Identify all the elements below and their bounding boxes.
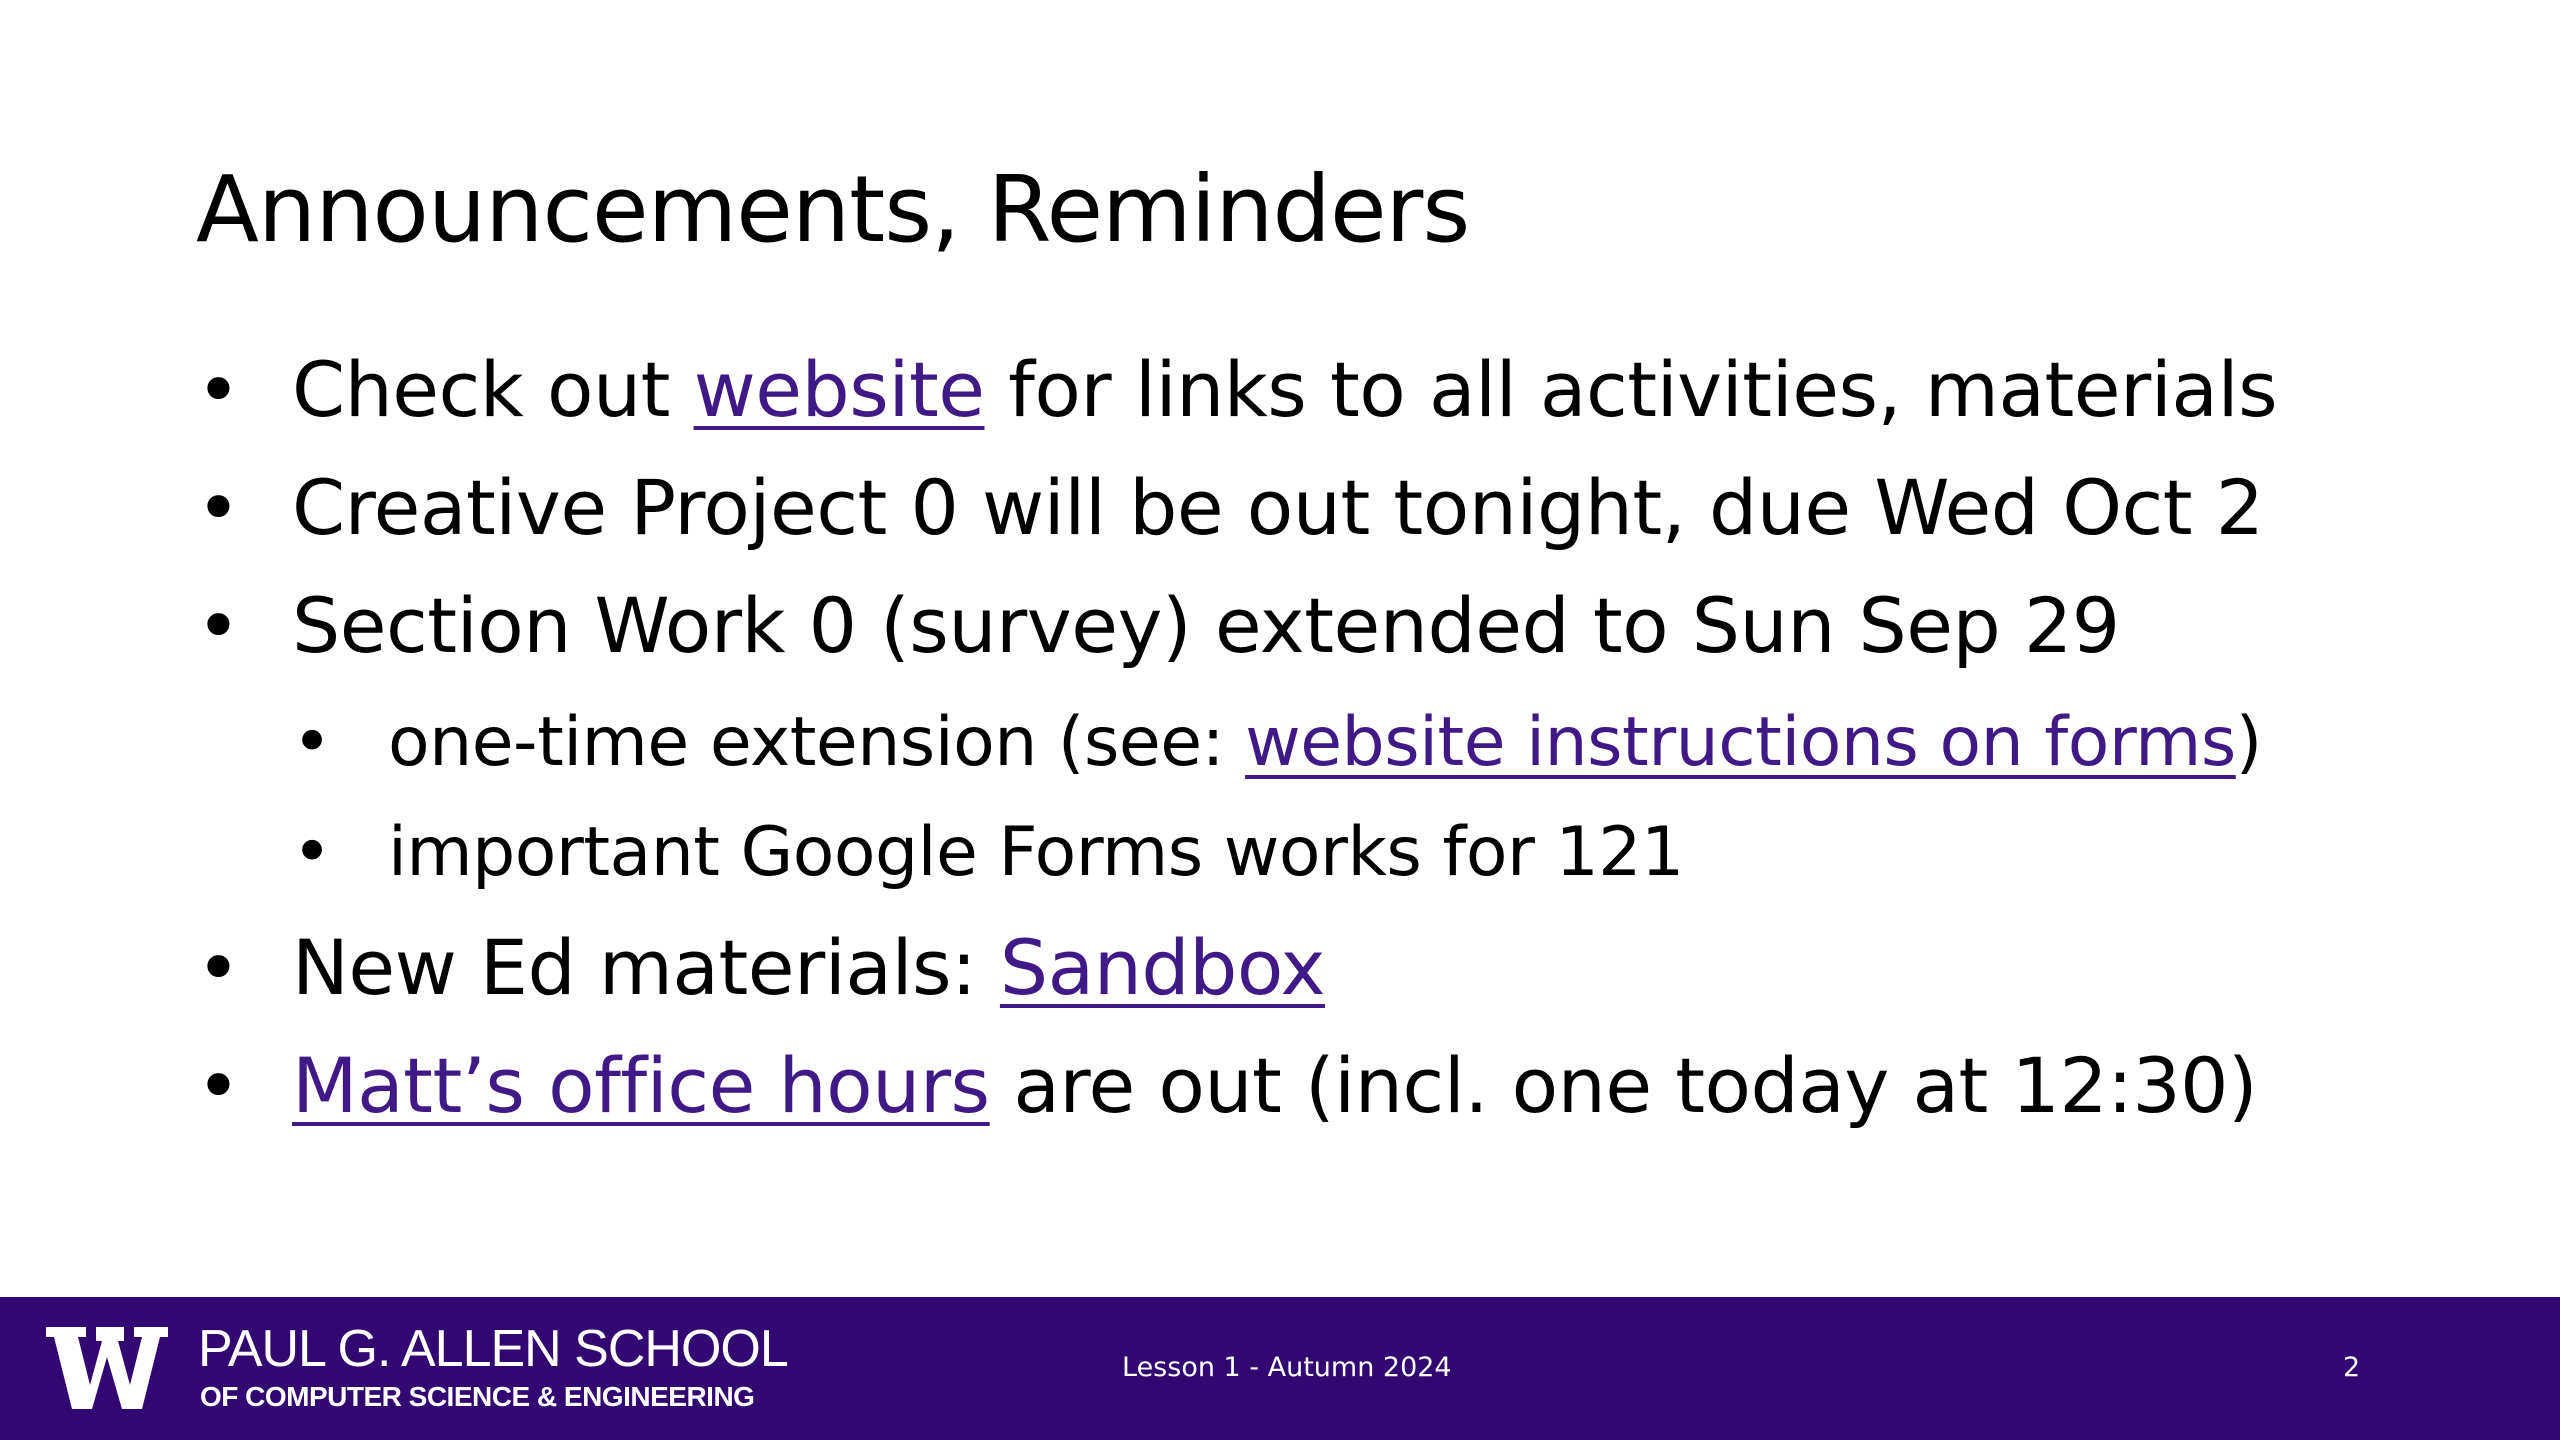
- school-name: PAUL G. ALLEN SCHOOL: [198, 1320, 788, 1378]
- website-instructions-link[interactable]: website instructions on forms: [1245, 703, 2236, 782]
- sandbox-link[interactable]: Sandbox: [999, 923, 1326, 1012]
- bullet-icon: •: [196, 345, 241, 434]
- slide-title: Announcements, Reminders: [196, 156, 1470, 263]
- website-link[interactable]: website: [693, 345, 985, 434]
- bullet-text: important Google Forms works for 121: [388, 813, 1684, 892]
- sub-bullet-item-google-forms: [292, 808, 1684, 898]
- bullet-icon: •: [196, 581, 241, 670]
- sub-bullet-item-extension: [292, 698, 2262, 788]
- bullet-icon: •: [196, 1041, 241, 1130]
- school-subtitle: OF COMPUTER SCIENCE & ENGINEERING: [200, 1381, 755, 1412]
- bullet-icon: •: [292, 703, 332, 782]
- uw-logo-icon: [46, 1327, 168, 1409]
- lesson-label: Lesson 1 - Autumn 2024: [1122, 1352, 1452, 1383]
- bullet-item-creative-project: [196, 458, 2264, 558]
- bullet-text: Creative Project 0 will be out tonight, due Wed Oct 2: [292, 463, 2264, 552]
- bullet-icon: •: [292, 813, 332, 892]
- page-number: 2: [2343, 1352, 2361, 1383]
- bullet-text: ): [2235, 703, 2262, 782]
- bullet-item-section-work: [196, 576, 2120, 676]
- bullet-text: Check out: [292, 345, 694, 434]
- bullet-item-office-hours: [196, 1036, 2258, 1136]
- bullet-text: New Ed materials:: [292, 923, 1000, 1012]
- bullet-text: one-time extension (see:: [388, 703, 1246, 782]
- bullet-icon: •: [196, 463, 241, 552]
- bullet-item-website: [196, 340, 2278, 440]
- office-hours-link[interactable]: Matt’s office hours: [292, 1041, 990, 1130]
- bullet-item-ed-materials: [196, 918, 1326, 1018]
- bullet-icon: •: [196, 923, 241, 1012]
- footer-bar: [0, 1297, 2560, 1440]
- bullet-text: for links to all activities, materials: [984, 345, 2278, 434]
- bullet-text: Section Work 0 (survey) extended to Sun Sep 29: [292, 581, 2120, 670]
- bullet-text: are out (incl. one today at 12:30): [989, 1041, 2258, 1130]
